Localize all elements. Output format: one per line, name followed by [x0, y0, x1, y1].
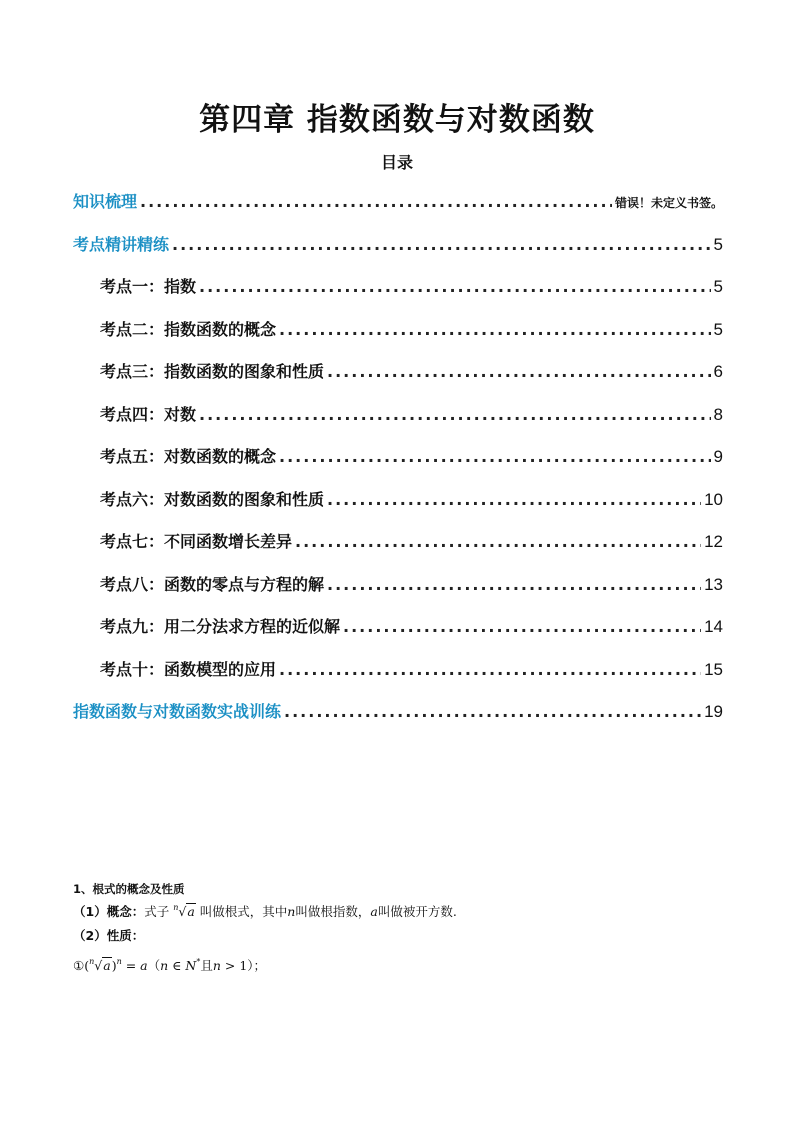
toc-entry[interactable] — [73, 355, 723, 398]
toc-entry-label[interactable]: 考点四：对数 — [100, 404, 197, 424]
toc-dot-leader — [279, 440, 711, 474]
toc-entry-label[interactable]: 考点三：指数函数的图象和性质 — [100, 362, 325, 381]
toc-entry-label[interactable]: 考点五：对数函数的概念 — [100, 447, 277, 466]
toc-entry[interactable] — [73, 228, 723, 271]
toc-entry-page[interactable]: 5 — [713, 277, 723, 296]
toc-entry-page[interactable]: 9 — [713, 447, 723, 466]
toc-entry[interactable] — [73, 313, 723, 356]
formula-rhs: a — [140, 958, 148, 973]
toc-dot-leader — [284, 695, 701, 729]
concept-var-n: n — [287, 904, 296, 919]
toc-heading: 目录 — [380, 153, 413, 172]
toc-entry[interactable] — [73, 568, 723, 611]
formula-cond-set: N — [185, 958, 197, 973]
toc-entry-page[interactable]: 6 — [713, 362, 723, 381]
formula-cond-close: ）； — [247, 958, 267, 973]
formula-marker: ① — [73, 958, 85, 973]
radical-body: a — [187, 904, 195, 919]
toc-entry[interactable] — [73, 653, 723, 696]
toc-dot-leader — [327, 568, 701, 602]
toc-entry-page[interactable]: 12 — [704, 532, 723, 551]
toc-dot-leader — [140, 185, 612, 219]
toc-entry[interactable] — [73, 185, 723, 228]
formula-radical-sign-icon: √ — [94, 958, 103, 973]
formula-radical-body: a — [103, 958, 111, 973]
formula-open-paren: ( — [84, 958, 90, 973]
toc-entry-page[interactable]: 14 — [704, 617, 723, 636]
toc-entry-page[interactable]: 5 — [713, 319, 723, 339]
toc-entry-page[interactable]: 13 — [704, 574, 723, 594]
property-formula — [73, 954, 723, 978]
toc-entry-label[interactable]: 知识梳理 — [73, 192, 138, 211]
formula-cond-var-2: n — [212, 958, 221, 973]
formula-equals: = — [121, 958, 141, 973]
toc-entry-label[interactable]: 考点七：不同函数增长差异 — [100, 532, 293, 551]
toc-entry[interactable] — [73, 270, 723, 313]
toc-entry[interactable] — [73, 525, 723, 568]
toc-entry-page[interactable]: 错误！未定义书签。 — [614, 196, 723, 210]
toc-entry-page[interactable]: 19 — [704, 702, 723, 721]
toc-dot-leader — [343, 610, 701, 644]
formula-radical-index: n — [89, 957, 95, 966]
formula-cond-star: * — [196, 957, 201, 966]
concept-paragraph — [73, 900, 723, 924]
formula-cond-and: 且 — [200, 958, 213, 973]
radical-expression — [173, 904, 196, 919]
concept-text-mid1: 叫做根式，其中 — [199, 904, 288, 919]
formula-radical — [89, 958, 112, 973]
formula-cond-in: ∈ — [168, 958, 186, 973]
toc-dot-leader — [327, 483, 701, 517]
toc-dot-leader — [279, 653, 701, 687]
table-of-contents — [73, 185, 723, 738]
formula-power: n — [116, 957, 122, 966]
toc-entry[interactable] — [73, 483, 723, 526]
document-title: 第四章 指数函数与对数函数 — [199, 102, 595, 138]
toc-entry-page[interactable]: 10 — [704, 489, 723, 509]
toc-dot-leader — [327, 355, 711, 389]
toc-entry[interactable] — [73, 440, 723, 483]
formula-cond-var: n — [160, 958, 169, 973]
section-title: 1、根式的概念及性质 — [73, 882, 185, 896]
toc-dot-leader — [199, 398, 711, 432]
toc-entry-label[interactable]: 考点二：指数函数的概念 — [100, 319, 277, 339]
toc-dot-leader — [199, 270, 711, 304]
toc-entry-label[interactable]: 考点十：函数模型的应用 — [100, 659, 277, 679]
toc-entry-label[interactable]: 考点一：指数 — [100, 277, 197, 296]
toc-entry-label[interactable]: 考点八：函数的零点与方程的解 — [100, 574, 325, 594]
toc-dot-leader — [295, 525, 701, 559]
toc-entry-label[interactable]: 指数函数与对数函数实战训练 — [73, 702, 282, 721]
toc-entry[interactable] — [73, 610, 723, 653]
radical-sign-icon: √ — [178, 904, 187, 919]
toc-entry-page[interactable]: 15 — [704, 659, 723, 679]
toc-entry-page[interactable]: 5 — [713, 234, 723, 254]
property-label-line — [73, 924, 723, 948]
toc-entry[interactable] — [73, 398, 723, 441]
formula-close-paren: ) — [111, 958, 117, 973]
concept-text-end: 叫做被开方数. — [377, 904, 457, 919]
toc-entry-label[interactable]: 考点精讲精练 — [73, 234, 170, 254]
concept-text-pre: 式子 — [144, 904, 170, 919]
toc-entry-label[interactable]: 考点九：用二分法求方程的近似解 — [100, 617, 341, 636]
concept-label: （1）概念： — [73, 904, 145, 919]
property-label: （2）性质： — [73, 928, 145, 943]
toc-dot-leader — [172, 228, 711, 262]
formula-cond-open: （ — [147, 958, 161, 973]
concept-text-mid2: 叫做根指数， — [295, 904, 371, 919]
formula-cond-gt: > 1 — [220, 958, 248, 973]
toc-dot-leader — [279, 313, 711, 347]
toc-entry-label[interactable]: 考点六：对数函数的图象和性质 — [100, 489, 325, 509]
concept-var-a: a — [370, 904, 378, 919]
toc-entry[interactable] — [73, 695, 723, 738]
content-section — [73, 878, 723, 978]
toc-entry-page[interactable]: 8 — [713, 404, 723, 424]
radical-index: n — [173, 903, 179, 912]
